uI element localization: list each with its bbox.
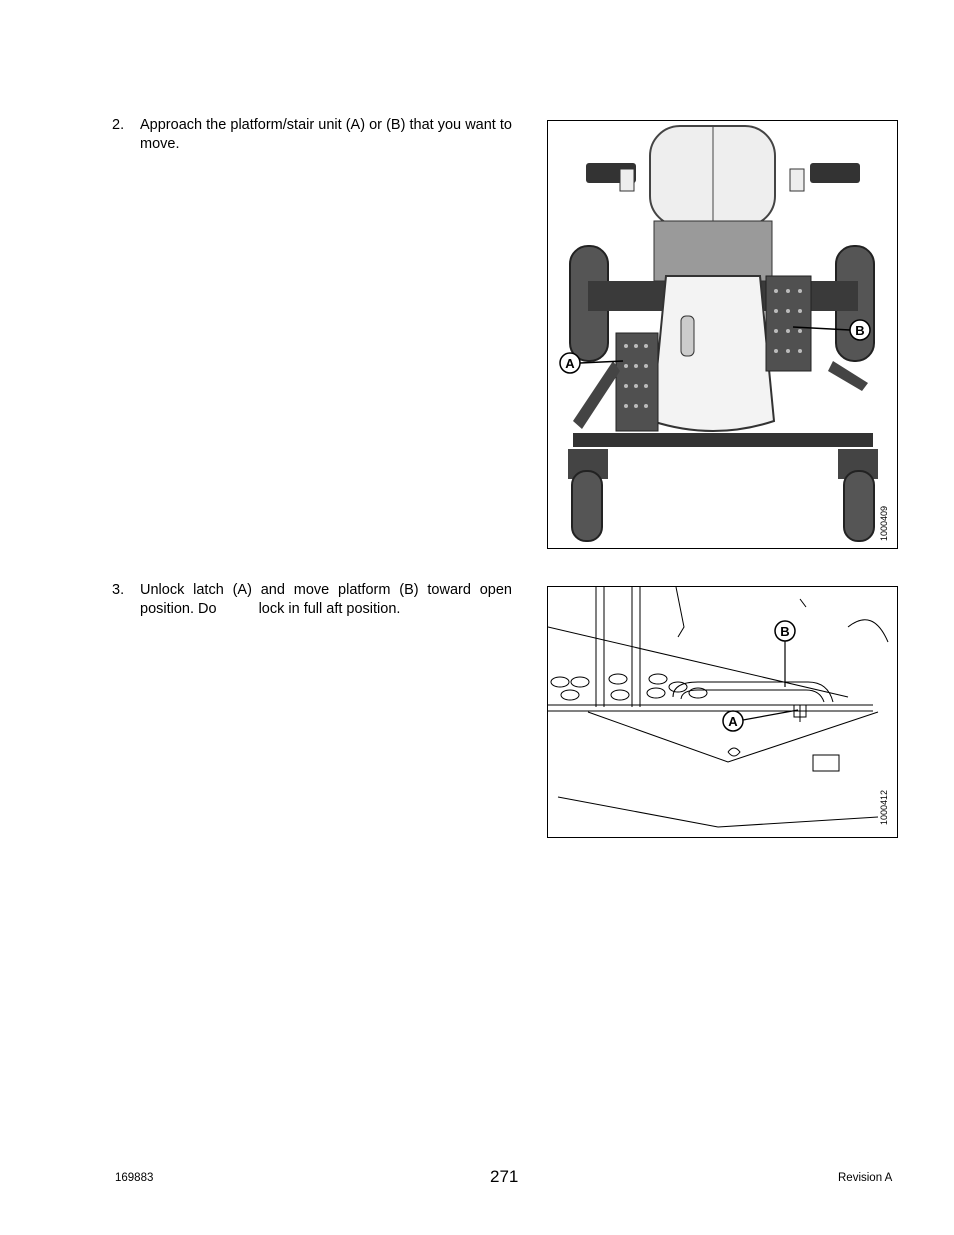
callout-a: A [728,714,738,729]
step-2 [112,116,512,154]
step-text [140,581,512,619]
step-text-part1: Unlock latch (A) and move platform (B) toward open position. Do [140,582,512,617]
callout-a: A [565,356,575,371]
step-3 [112,581,512,619]
footer-page-number: 271 [490,1167,519,1186]
step-number: 2. [112,117,125,133]
latch-illustration [548,587,897,837]
step-text: Approach the platform/stair unit (A) or (B) that you want to move. [140,117,512,152]
footer-doc-number: 169883 [115,1172,154,1184]
step-number: 3. [112,582,125,598]
figure-id: 1000409 [879,505,889,541]
figure-machine-top-view [547,120,898,549]
step-text-part2: lock in full aft position. [258,601,401,617]
callout-b: B [855,323,865,338]
footer-revision: Revision A [838,1172,893,1184]
figure-id: 1000412 [879,789,889,825]
figure-platform-latch [547,586,898,838]
machine-illustration [548,121,897,548]
callout-b: B [780,624,790,639]
